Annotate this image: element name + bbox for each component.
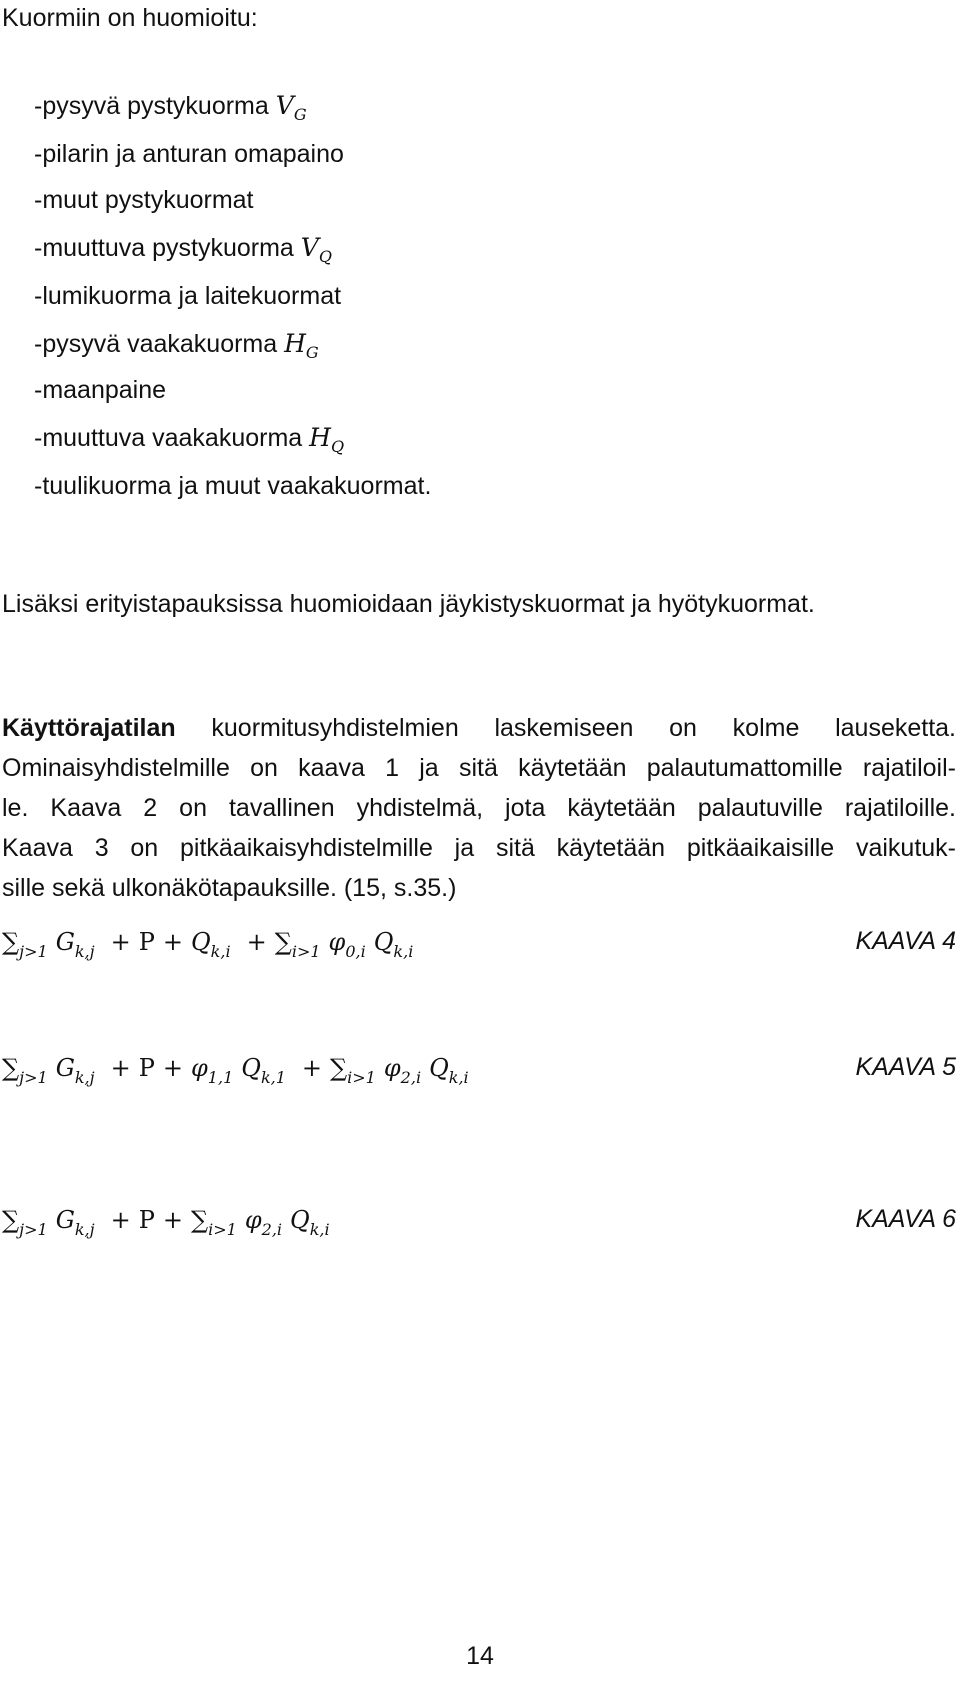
- formula-row: [2, 1200, 956, 1240]
- formula-operator: +: [301, 1054, 323, 1082]
- symbol-subscript: k,1: [260, 1068, 286, 1087]
- summation: [2, 1206, 56, 1239]
- symbol-letter: V: [300, 233, 319, 262]
- formula-operator: +: [110, 1206, 131, 1234]
- symbol-letter: Q: [373, 928, 394, 956]
- formula-symbol: [429, 1054, 477, 1087]
- formula-row: [2, 1048, 956, 1088]
- symbol-subscript: k,j: [74, 942, 95, 961]
- formula-symbol: [290, 1206, 338, 1239]
- symbol-subscript: 0,i: [345, 942, 366, 961]
- list-item-text: -muuttuva pystykuorma: [34, 234, 301, 262]
- paragraph-line: le. Kaava 2 on tavallinen yhdistelmä, jota käytetään palautuville rajatiloille.: [2, 794, 956, 822]
- paragraph-line: [2, 712, 956, 744]
- formula-operator: +: [162, 1206, 183, 1234]
- formula-symbol: [244, 1206, 290, 1239]
- formula-label: KAAVA 4: [855, 927, 956, 955]
- symbol-letter: V: [275, 91, 294, 120]
- symbol-subscript: G: [293, 105, 307, 124]
- symbol-letter: Q: [190, 928, 211, 956]
- list-item: [34, 232, 332, 264]
- summation-index: j>1: [19, 942, 48, 961]
- formula-label: KAAVA 6: [855, 1205, 956, 1233]
- list-item: [34, 184, 254, 216]
- list-item: [34, 470, 431, 502]
- list-item-text: -maanpaine: [34, 376, 167, 404]
- formula-symbol: [328, 928, 374, 961]
- symbol-subscript: Q: [330, 437, 345, 456]
- summation: [190, 1206, 245, 1239]
- load-symbol: [275, 91, 307, 124]
- symbol-letter: Q: [290, 1206, 310, 1234]
- formula-symbol: [241, 1054, 294, 1087]
- symbol-letter: G: [55, 1206, 75, 1234]
- formula-expression: [2, 922, 421, 962]
- symbol-subscript: 2,i: [261, 1220, 283, 1239]
- summation: [2, 928, 56, 961]
- sigma-symbol: ∑: [274, 928, 292, 956]
- list-item: [34, 422, 344, 454]
- symbol-letter: φ: [383, 1054, 401, 1082]
- symbol-subscript: k,j: [74, 1068, 95, 1087]
- sigma-symbol: ∑: [2, 1206, 20, 1234]
- sigma-symbol: ∑: [2, 1054, 20, 1082]
- formula-term: P: [138, 928, 155, 956]
- paragraph-line: sille sekä ulkonäkötapauksille. (15, s.35.): [2, 874, 457, 902]
- symbol-letter: φ: [244, 1206, 262, 1234]
- formula-symbol: [190, 928, 239, 961]
- formula-expression: [2, 1200, 338, 1240]
- list-item-text: -pysyvä vaakakuorma: [34, 330, 285, 358]
- formula-expression: [2, 1048, 477, 1088]
- load-symbol: [284, 329, 319, 362]
- symbol-letter: φ: [328, 928, 346, 956]
- formula-symbol: [373, 928, 422, 961]
- list-item-text: -muuttuva vaakakuorma: [34, 424, 310, 452]
- summation-index: i>1: [208, 1220, 237, 1239]
- symbol-subscript: k,j: [74, 1220, 95, 1239]
- list-item: [34, 138, 344, 170]
- list-item-text: -tuulikuorma ja muut vaakakuormat.: [34, 472, 432, 500]
- sigma-symbol: ∑: [190, 1206, 209, 1234]
- summation-index: j>1: [19, 1220, 48, 1239]
- symbol-letter: H: [309, 423, 331, 452]
- summation: [2, 1054, 56, 1087]
- symbol-subscript: 2,i: [400, 1068, 422, 1087]
- formula-label: KAAVA 5: [855, 1053, 956, 1081]
- list-item: [34, 280, 341, 312]
- formula-symbol: [190, 1054, 241, 1087]
- symbol-subscript: k,i: [448, 1068, 469, 1087]
- load-symbol: [300, 233, 332, 266]
- paragraph-line: Kaava 3 on pitkäaikaisyhdistelmille ja sitä käytetään pitkäaikaisille vaikutuk-: [2, 834, 956, 862]
- formula-symbol: [55, 1054, 103, 1087]
- bold-term: Käyttörajatilan: [2, 714, 176, 742]
- summation: [330, 1054, 384, 1087]
- paragraph-text: kuormitusyhdistelmien laskemiseen on kolme lauseketta.: [175, 714, 956, 742]
- list-item: [34, 328, 319, 360]
- formula-symbol: [55, 928, 103, 961]
- symbol-subscript: k,i: [393, 942, 414, 961]
- formula-term: P: [138, 1054, 155, 1082]
- symbol-subscript: k,i: [309, 1220, 330, 1239]
- symbol-letter: H: [284, 329, 306, 358]
- symbol-subscript: 1,1: [207, 1068, 234, 1087]
- list-item-text: -muut pystykuormat: [34, 186, 254, 214]
- symbol-letter: G: [55, 1054, 75, 1082]
- symbol-letter: Q: [429, 1054, 449, 1082]
- formula-operator: +: [162, 1054, 183, 1082]
- summation-index: i>1: [291, 942, 321, 961]
- formula-term: P: [138, 1206, 155, 1234]
- sigma-symbol: ∑: [330, 1054, 348, 1082]
- symbol-subscript: G: [305, 343, 319, 362]
- formula-operator: +: [110, 1054, 131, 1082]
- summation-index: j>1: [19, 1068, 48, 1087]
- list-item-text: -pysyvä pystykuorma: [34, 92, 276, 120]
- formula-row: [2, 922, 956, 962]
- symbol-subscript: k,i: [210, 942, 231, 961]
- formula-operator: +: [162, 928, 183, 956]
- list-item-text: -lumikuorma ja laitekuormat: [34, 282, 342, 310]
- summation-index: i>1: [347, 1068, 376, 1087]
- list-item-text: -pilarin ja anturan omapaino: [34, 140, 344, 168]
- symbol-letter: G: [55, 928, 75, 956]
- section-heading: Kuormiin on huomioitu:: [2, 4, 258, 32]
- summation: [274, 928, 329, 961]
- formula-symbol: [55, 1206, 103, 1239]
- formula-operator: +: [110, 928, 131, 956]
- symbol-letter: φ: [190, 1054, 208, 1082]
- list-item: [34, 90, 307, 122]
- formula-symbol: [383, 1054, 429, 1087]
- symbol-subscript: Q: [318, 247, 332, 266]
- paragraph-line: Ominaisyhdistelmille on kaava 1 ja sitä käytetään palautumattomille rajatiloil-: [2, 754, 956, 782]
- formula-operator: +: [246, 928, 267, 956]
- paragraph-special-cases: Lisäksi erityistapauksissa huomioidaan jäykistyskuormat ja hyötykuormat.: [2, 590, 815, 618]
- load-symbol: [309, 423, 345, 456]
- list-item: [34, 374, 166, 406]
- page-number: 14: [466, 1642, 494, 1670]
- sigma-symbol: ∑: [2, 928, 20, 956]
- symbol-letter: Q: [241, 1054, 261, 1082]
